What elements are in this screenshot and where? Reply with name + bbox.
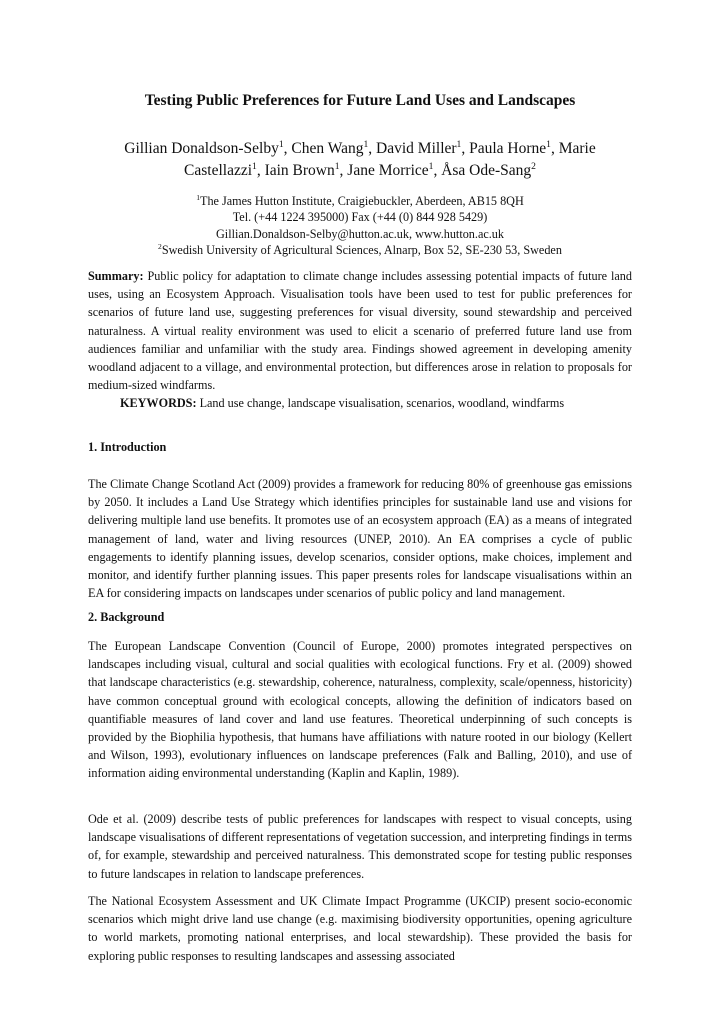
author: Gillian Donaldson-Selby$^1$,	[124, 138, 292, 157]
author: Paula Horne$^1$, Marie	[469, 138, 596, 157]
author: Iain Brown$^1$,	[264, 160, 348, 179]
keywords-text: Land use change, landscape visualisation, scenarios, woodland, windfarms	[199, 396, 565, 410]
author: David Miller$^1$,	[376, 138, 470, 157]
affiliations	[60, 193, 660, 259]
author-list	[60, 138, 660, 182]
paper-title: Testing Public Preferences for Future Land Uses and Landscapes	[144, 92, 576, 109]
summary-paragraph	[88, 267, 632, 394]
author: Chen Wang$^1$,	[291, 138, 377, 157]
affiliation-2-line-1: $^2$Swedish University of Agricultural Sciences, Alnarp, Box 52, SE-230 53, Sweden	[158, 242, 562, 258]
author: Åsa Ode-Sang$^2$	[441, 160, 536, 179]
affiliation-1-line-2: Tel. (+44 1224 395000) Fax (+44 (0) 844 928 5429)	[232, 210, 488, 225]
section-heading-introduction: 1. Introduction	[88, 440, 167, 454]
affiliation-1-line-1: $^1$The James Hutton Institute, Craigiebuckler, Aberdeen, AB15 8QH	[196, 192, 524, 208]
background-paragraph-2: Ode et al. (2009) describe tests of public preferences for landscapes with respect to visual concepts, using landscape visualisations of different representations of vegetation succession, and interpreting findings in terms of, for example, stewardship and perceived naturalness. This demonstrated scope for testing public responses to future landscapes in relation to landscape preferences.	[88, 812, 632, 881]
background-paragraph-1: The European Landscape Convention (Council of Europe, 2000) promotes integrated perspectives on landscapes including visual, cultural and social qualities with ecological functions. Fry et al. (2009) showed that landscape characteristics (e.g. stewardship, coherence, naturalness, complexity, scale/openness, historicity) have common conceptual ground with ecological concepts, allowing the definition of indicators based on quantifiable measures of land cover and land use features. Theoretical underpinning of such concepts is provided by the Biophilia hypothesis, that humans have affiliations with nature rooted in our biology (Kellert and Wilson, 1993), evolutionary influences on landscape preferences (Falk and Balling, 2010), and use of information aiding environmental understanding (Kaplin and Kaplin, 1989).	[88, 639, 632, 781]
introduction-paragraph-1: The Climate Change Scotland Act (2009) provides a framework for reducing 80% of greenhouse gas emissions by 2050. It includes a Land Use Strategy which identifies principles for sustainable land use and visions for delivering multiple land use benefits. It promotes use of an ecosystem approach (EA) as a means of integrated management of land, water and living resources (UNEP, 2010). An EA comprises a cycle of public engagements to identify planning issues, develop scenarios, consider options, make choices, implement and monitor, and identify further planning issues. This paper presents roles for landscape visualisations within an EA for considering impacts on landscapes under scenarios of public policy and land management.	[88, 477, 632, 601]
section-heading-background: 2. Background	[88, 610, 165, 624]
summary-text: Public policy for adaptation to climate change includes assessing potential impacts of future land uses, using an Ecosystem Approach. Visualisation tools have been used to test for public preferences for scenarios of future land use, suggesting preferences for visual diversity, sound stewardship and perceived naturalness. A virtual reality environment was used to elicit a scenario of preferred future land use from audiences familiar and unfamiliar with the study area. Findings showed agreement in developing amenity woodland adjacent to a village, and environmental protection, but differences arose in relation to proposals for medium-sized windfarms.	[88, 269, 632, 393]
background-paragraph-3: The National Ecosystem Assessment and UK Climate Impact Programme (UKCIP) present socio-economic scenarios which might drive land use change (e.g. maximising biodiversity opportunities, opening agriculture to world markets, promoting national enterprises, and local stewardship). These provided the basis for exploring public responses to resulting landscapes and assessing associated	[88, 894, 632, 963]
author: Jane Morrice$^1$,	[347, 160, 442, 179]
author: Castellazzi$^1$,	[184, 160, 265, 179]
keywords-line	[120, 396, 640, 411]
summary-label: Summary:	[88, 269, 144, 283]
keywords-label: KEYWORDS:	[120, 396, 197, 410]
affiliation-1-line-3: Gillian.Donaldson-Selby@hutton.ac.uk, www.hutton.ac.uk	[216, 226, 504, 241]
